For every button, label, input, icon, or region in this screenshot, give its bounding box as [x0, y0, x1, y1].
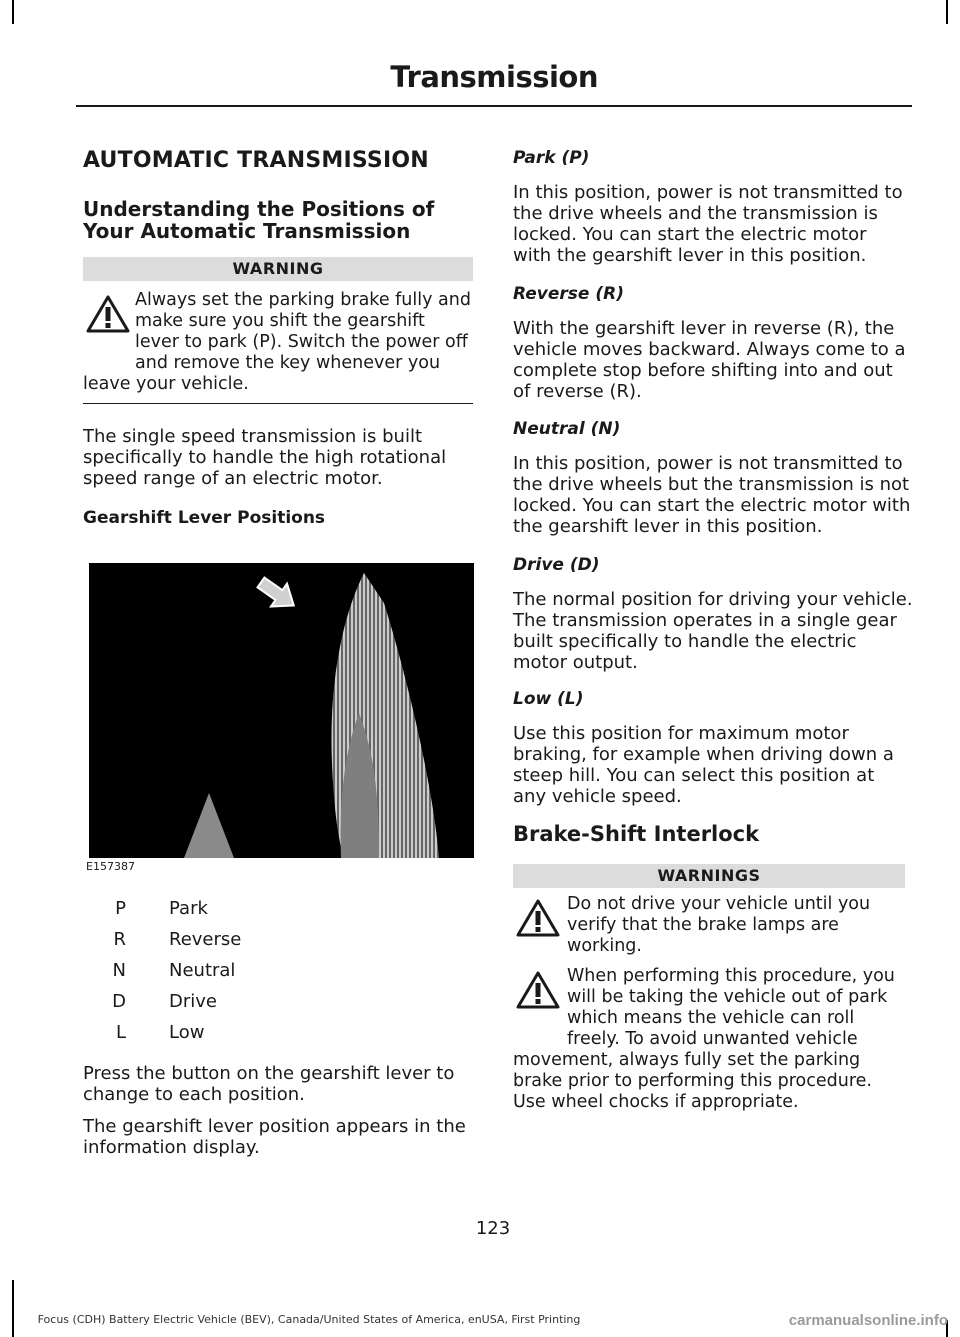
- low-text: Use this position for maximum motor braking, for example when driving down a steep hill. You can select this position at any vehicle speed.: [513, 723, 894, 807]
- gearshift-figure: [89, 563, 474, 858]
- position-row-n: [100, 960, 400, 984]
- position-letter: N: [112, 960, 126, 981]
- figure-code: E157387: [86, 860, 135, 873]
- reverse-heading: Reverse (R): [513, 284, 624, 304]
- warning-text-1: Do not drive your vehicle until you verify that the brake lamps are working.: [567, 894, 871, 956]
- page-number: 123: [475, 1218, 511, 1239]
- header-rule: [76, 105, 912, 107]
- intro-paragraph: The single speed transmission is built specifically to handle the high rotational speed range of an electric motor.: [83, 426, 447, 489]
- gearshift-heading: Gearshift Lever Positions: [83, 508, 326, 528]
- section-title: Transmission: [390, 60, 598, 94]
- drive-heading: Drive (D): [513, 555, 600, 575]
- low-heading: Low (L): [513, 689, 584, 709]
- watermark: carmanualsonline.info: [788, 1312, 948, 1329]
- warning-bar: WARNING: [83, 257, 473, 281]
- reverse-text: With the gearshift lever in reverse (R), the vehicle moves backward. Always come to a complete stop before shifting into and out of reverse (R).: [513, 318, 906, 402]
- neutral-heading: Neutral (N): [513, 419, 621, 439]
- crop-mark-top-left: [12, 0, 14, 24]
- position-name: Drive: [169, 991, 217, 1012]
- park-text: In this position, power is not transmitted to the drive wheels and the transmission is locked. You can start the electric motor with the gearshift lever in this position.: [513, 182, 903, 266]
- position-name: Reverse: [169, 929, 242, 950]
- brake-shift-interlock-heading: Brake-Shift Interlock: [513, 822, 760, 846]
- position-name: Low: [169, 1022, 205, 1043]
- gearshift-illustration: [89, 563, 474, 858]
- page-heading: AUTOMATIC TRANSMISSION: [83, 148, 429, 173]
- drive-text: The normal position for driving your vehicle. The transmission operates in a single gear built specifically to handle the electric motor output.: [513, 589, 913, 673]
- position-row-r: [100, 929, 400, 953]
- crop-mark-top-right: [946, 0, 948, 24]
- display-paragraph: The gearshift lever position appears in the information display.: [83, 1116, 466, 1158]
- warning-text-2: When performing this procedure, you will be taking the vehicle out of park which means the vehicle can roll freely. To avoid unwanted vehicle movement, always fully set the parking brake prior to performing this procedure. Use wheel chocks if appropriate.: [513, 966, 895, 1112]
- warnings-bar: WARNINGS: [513, 864, 905, 888]
- press-paragraph: Press the button on the gearshift lever to change to each position.: [83, 1063, 455, 1105]
- position-letter: D: [112, 991, 126, 1012]
- park-heading: Park (P): [513, 148, 590, 168]
- position-row-d: [100, 991, 400, 1015]
- position-row-l: [100, 1022, 400, 1046]
- subheading-positions: Understanding the Positions of Your Automatic Transmission: [83, 197, 435, 243]
- position-letter: R: [113, 929, 126, 950]
- neutral-text: In this position, power is not transmitted to the drive wheels but the transmission is not locked. You can start the electric motor with the gearshift lever in this position.: [513, 453, 911, 537]
- warning-rule: [83, 403, 473, 404]
- footer-line: Focus (CDH) Battery Electric Vehicle (BEV), Canada/United States of America, enUSA, First Printing: [37, 1313, 581, 1326]
- position-name: Park: [169, 898, 208, 919]
- position-letter: L: [115, 1022, 126, 1043]
- arrow-icon: [253, 571, 302, 617]
- position-letter: P: [115, 898, 126, 919]
- warning-text: Always set the parking brake fully and make sure you shift the gearshift lever to park (P). Switch the power off and remove the key whenever you leave your vehicle.: [83, 290, 471, 394]
- base-shape: [184, 793, 234, 858]
- position-name: Neutral: [169, 960, 236, 981]
- position-row-p: [100, 898, 400, 922]
- crop-mark-bottom-left: [12, 1280, 14, 1337]
